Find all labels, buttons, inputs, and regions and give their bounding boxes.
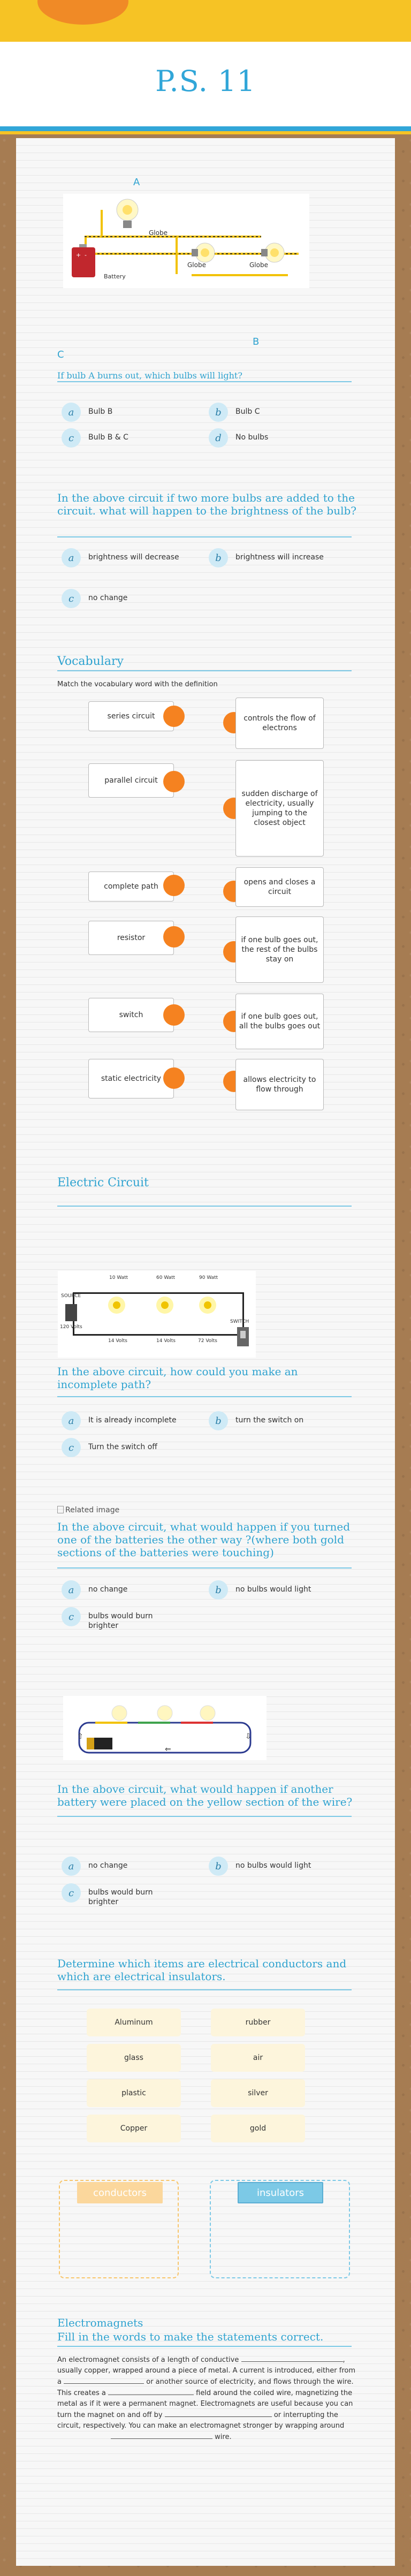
svg-text:⇐: ⇐: [165, 1745, 171, 1754]
volt-drop-label-1: 14 Volts: [108, 1338, 127, 1344]
circuit-diagram-1-svg: [63, 194, 309, 288]
divider: [57, 1206, 352, 1207]
divider: [57, 2346, 352, 2347]
battery-option-c[interactable]: [62, 1883, 169, 1907]
option-letter: b: [209, 1580, 228, 1600]
vocab-word-resistor[interactable]: resistor: [88, 921, 174, 955]
ec-option-c[interactable]: [62, 1438, 201, 1457]
vocab-word-switch[interactable]: switch: [88, 998, 174, 1032]
match-handle-word-3[interactable]: [163, 875, 185, 896]
option-text: no change: [88, 594, 128, 602]
related-image-alt: [57, 1504, 119, 1516]
option-letter: a: [62, 1857, 81, 1876]
battery-circuit-svg: [63, 1696, 267, 1760]
circuit1-option-d[interactable]: [209, 428, 332, 448]
option-text: Bulb C: [235, 407, 260, 416]
switch-label: SWITCH: [230, 1319, 249, 1324]
blank-5-input[interactable]: [111, 2431, 212, 2439]
option-letter: b: [209, 548, 228, 567]
match-handle-word-5[interactable]: [163, 1004, 185, 1026]
label-b: B: [253, 336, 260, 347]
para-part-1: An electromagnet consists of a length of conductive: [57, 2356, 239, 2364]
volt-drop-label-2: 14 Volts: [156, 1338, 176, 1344]
divider: [57, 536, 352, 537]
blank-2-input[interactable]: [64, 2376, 144, 2384]
globe-label-a: Globe: [149, 229, 168, 237]
option-text: Bulb B: [88, 407, 113, 416]
q2-option-a[interactable]: [62, 548, 190, 567]
vocab-def-6[interactable]: allows electricity to flow through: [235, 1059, 324, 1110]
option-text: no change: [88, 1585, 128, 1594]
option-text: bulbs would burn brighter: [88, 1612, 153, 1630]
watt-label-3: 90 Watt: [199, 1275, 218, 1281]
volt-drop-label-3: 72 Volts: [198, 1338, 217, 1344]
option-letter: b: [209, 1411, 228, 1430]
sort-item-copper[interactable]: Copper: [87, 2115, 181, 2142]
ec-option-b[interactable]: [209, 1411, 348, 1430]
option-letter: a: [62, 548, 81, 567]
vocab-word-static-electricity[interactable]: static electricity: [88, 1059, 174, 1098]
conductors-title: Determine which items are electrical conductors and which are electrical insulators.: [57, 1957, 347, 1983]
option-text: turn the switch on: [235, 1416, 304, 1425]
divider: [57, 1567, 352, 1569]
vocab-word-parallel-circuit[interactable]: parallel circuit: [88, 763, 174, 798]
circuit-diagram-1: [63, 194, 309, 288]
option-text: no bulbs would light: [235, 1861, 311, 1870]
related-image-alt-text: Related image: [65, 1506, 120, 1514]
divider: [57, 670, 352, 671]
match-handle-word-1[interactable]: [163, 706, 185, 727]
conductors-banner: conductors: [77, 2182, 163, 2203]
globe-label-c: Globe: [249, 261, 268, 269]
electric-circuit-diagram: [58, 1271, 256, 1358]
sort-item-gold[interactable]: gold: [211, 2115, 305, 2142]
svg-text:-: -: [85, 252, 87, 259]
vocab-def-1[interactable]: controls the flow of electrons: [235, 698, 324, 749]
battery-option-b[interactable]: [209, 1857, 348, 1876]
option-text: no bulbs would light: [235, 1585, 311, 1594]
volts-label: 120 Volts: [60, 1324, 82, 1330]
option-text: Turn the switch off: [88, 1443, 157, 1451]
related-option-c[interactable]: [62, 1607, 169, 1631]
header-stripe-blue: [0, 126, 411, 131]
vocab-instructions: Match the vocabulary word with the definition: [57, 680, 218, 688]
vocab-def-4[interactable]: if one bulb goes out, the rest of the bulbs stay on: [235, 916, 324, 983]
electromagnets-subtitle: Fill in the words to make the statements correct.: [57, 2330, 324, 2343]
sort-item-glass[interactable]: glass: [87, 2044, 181, 2072]
para-part-4: field around the coiled wire, magnetizing the metal as if it were a permanent magnet. Electromagnets are useful because you can turn the magnet on and off by: [57, 2389, 353, 2419]
option-letter: b: [209, 403, 228, 422]
watt-label-1: 10 Watt: [109, 1275, 128, 1281]
sort-item-air[interactable]: air: [211, 2044, 305, 2072]
circuit1-option-b[interactable]: [209, 403, 332, 422]
match-handle-word-2[interactable]: [163, 771, 185, 792]
page-header: [0, 0, 411, 134]
option-letter: c: [62, 589, 81, 608]
vocab-def-3[interactable]: opens and closes a circuit: [235, 867, 324, 907]
option-letter: c: [62, 1883, 81, 1903]
battery-icon: [72, 247, 95, 277]
option-text: bulbs would burn brighter: [88, 1888, 153, 1906]
divider: [57, 1816, 352, 1817]
q2-option-c[interactable]: [62, 589, 190, 608]
battery-label: Battery: [104, 273, 126, 280]
option-text: brightness will increase: [235, 553, 324, 562]
battery-circuit-diagram: [63, 1696, 267, 1760]
electric-circuit-question: In the above circuit, how could you make an incomplete path?: [57, 1365, 298, 1391]
vocab-word-complete-path[interactable]: complete path: [88, 872, 174, 901]
blank-1-input[interactable]: [241, 2354, 343, 2362]
header-stripe-yellow: [0, 131, 411, 134]
svg-text:⇩: ⇩: [245, 1732, 252, 1741]
label-c: C: [57, 349, 64, 360]
battery-question: In the above circuit, what would happen if another battery were placed on the yellow section of the wire?: [57, 1783, 353, 1808]
electric-circuit-title: Electric Circuit: [57, 1176, 149, 1189]
option-letter: d: [209, 428, 228, 448]
option-text: no change: [88, 1861, 128, 1870]
divider: [57, 1989, 352, 1990]
vocab-title: Vocabulary: [57, 655, 124, 668]
related-option-a[interactable]: [62, 1580, 201, 1600]
insulators-banner: insulators: [238, 2182, 323, 2203]
option-letter: b: [209, 1857, 228, 1876]
electromagnets-title: Electromagnets: [57, 2316, 143, 2329]
blank-4-input[interactable]: [165, 2410, 272, 2417]
option-text: No bulbs: [235, 433, 269, 442]
related-option-b[interactable]: [209, 1580, 348, 1600]
ec-option-a[interactable]: [62, 1411, 201, 1430]
option-letter: a: [62, 403, 81, 422]
option-text: brightness will decrease: [88, 553, 179, 562]
svg-text:+: +: [76, 252, 81, 259]
source-label: SOURCE: [61, 1293, 81, 1299]
option-text: It is already incomplete: [88, 1416, 177, 1425]
match-handle-word-4[interactable]: [163, 926, 185, 948]
vocab-def-2[interactable]: sudden discharge of electricity, usually jumping to the closest object: [235, 760, 324, 857]
option-letter: c: [62, 428, 81, 448]
blank-3-input[interactable]: [108, 2388, 194, 2395]
para-part-2: , usually copper, wrapped around a piece of metal. A current is introduced, either from a: [57, 2356, 356, 2386]
option-letter: c: [62, 1607, 81, 1626]
battery-option-a[interactable]: [62, 1857, 201, 1876]
globe-label-b: Globe: [187, 261, 206, 269]
circuit1-option-c[interactable]: [62, 428, 185, 448]
para-part-3: or another source of electricity, and flows through the wire. This creates a: [57, 2378, 354, 2397]
related-question: In the above circuit, what would happen if you turned one of the batteries the other way ?(where both gold sections of the batteries were touching): [57, 1520, 351, 1559]
electric-circuit-svg: [58, 1271, 256, 1358]
option-letter: c: [62, 1438, 81, 1457]
sort-item-silver[interactable]: silver: [211, 2079, 305, 2107]
option-text: Bulb B & C: [88, 433, 128, 442]
page-title: P.S. 11: [155, 64, 256, 98]
svg-text:⇧: ⇧: [77, 1732, 83, 1741]
circuit1-question: If bulb A burns out, which bulbs will light?: [57, 370, 242, 381]
divider: [57, 381, 352, 382]
para-part-6: wire.: [215, 2433, 232, 2441]
sort-item-rubber[interactable]: rubber: [211, 2009, 305, 2036]
broken-image-icon: [57, 1506, 64, 1513]
circuit1-option-a[interactable]: [62, 403, 185, 422]
option-letter: a: [62, 1580, 81, 1600]
q2-question: In the above circuit if two more bulbs are added to the circuit. what will happen to the brightness of the bulb?: [57, 491, 357, 517]
option-letter: a: [62, 1411, 81, 1430]
match-handle-word-6[interactable]: [163, 1067, 185, 1089]
label-a: A: [133, 177, 140, 188]
sort-item-aluminum[interactable]: Aluminum: [87, 2009, 181, 2036]
q2-option-b[interactable]: [209, 548, 359, 567]
watt-label-2: 60 Watt: [156, 1275, 176, 1281]
para-part-5: or interrupting the circuit, respectively. You can make an electromagnet stronger by wrapping around: [57, 2411, 345, 2430]
vocab-def-5[interactable]: if one bulb goes out, all the bulbs goes out: [235, 994, 324, 1049]
sort-item-plastic[interactable]: plastic: [87, 2079, 181, 2107]
electromagnets-paragraph: [57, 2354, 357, 2443]
vocab-word-series-circuit[interactable]: series circuit: [88, 701, 174, 731]
divider: [57, 1396, 352, 1397]
